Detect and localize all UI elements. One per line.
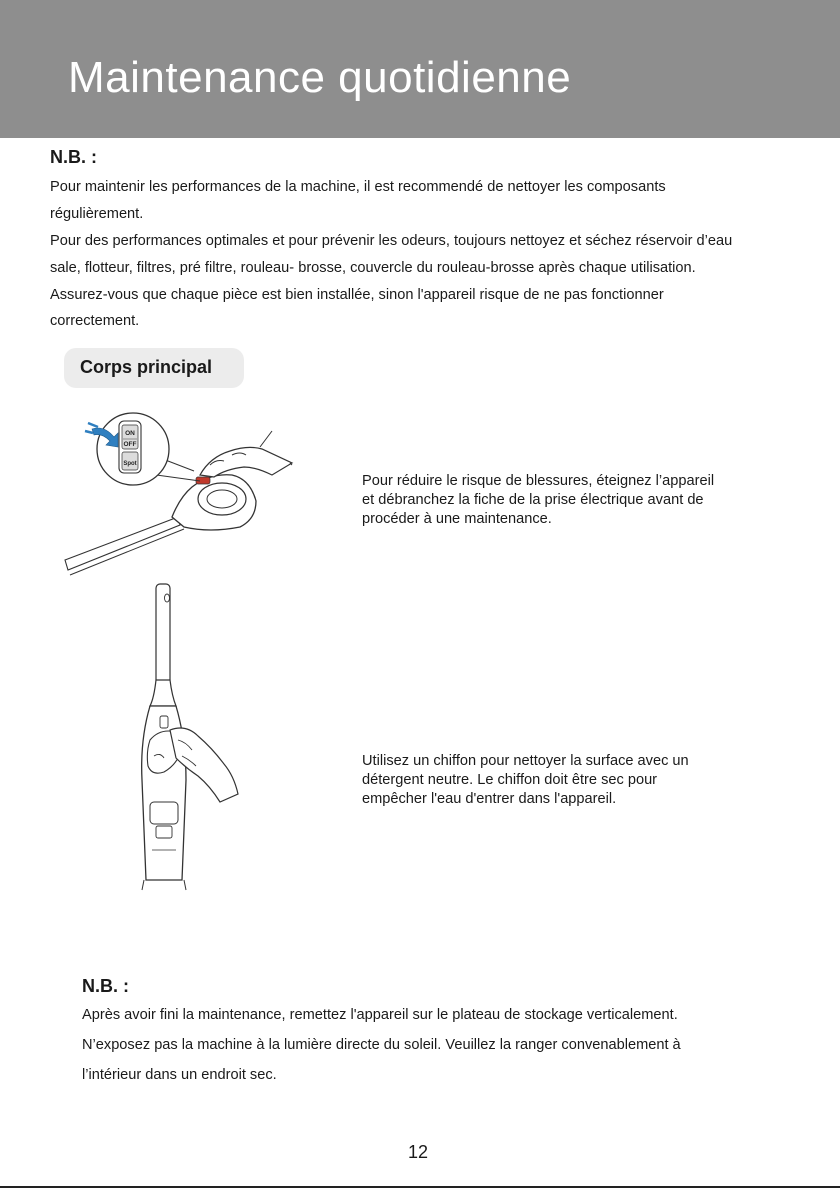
intro-line: Pour maintenir les performances de la machine, il est recommendé de nettoyer les composants [50,179,666,195]
intro-nb-heading: N.B. : [50,147,97,167]
step-2-line: Utilisez un chiffon pour nettoyer la surface avec un [362,753,689,769]
section-title: Corps principal [80,357,213,377]
intro-line: correctement. [50,313,140,329]
page-title: Maintenance quotidienne [68,53,572,102]
step-2-line: empêcher l'eau d'entrer dans l'appareil. [362,791,617,807]
outro-line: Après avoir fini la maintenance, remettez l'appareil sur le plateau de stockage verticalement. [82,1007,678,1023]
wipe-cleaning-illustration [120,580,250,892]
switch-label-spot: Spot [123,461,137,467]
step-1-line: Pour réduire le risque de blessures, éteignez l’appareil [362,473,715,489]
step-2-description [362,752,689,809]
step-2-line: détergent neutre. Le chiffon doit être sec pour [362,772,658,788]
step-1-description [362,472,714,529]
page-header [0,0,840,138]
page-number: 12 [408,1142,429,1162]
outro-line: N’exposez pas la machine à la lumière directe du soleil. Veuillez la ranger convenablement à [82,1037,681,1053]
section-label-pill [64,348,244,388]
outro-paragraph [82,1000,681,1090]
intro-line: Assurez-vous que chaque pièce est bien installée, sinon l'appareil risque de ne pas fonctionner [50,287,664,303]
outro-nb-heading: N.B. : [82,976,129,996]
outro-line: l’intérieur dans un endroit sec. [82,1067,277,1083]
switch-label-on: ON [125,430,135,437]
bottom-divider [0,1186,840,1188]
step-1-line: procéder à une maintenance. [362,511,552,527]
intro-line: régulièrement. [50,206,144,222]
intro-line: Pour des performances optimales et pour prévenir les odeurs, toujours nettoyez et séchez réservoir d’eau [50,233,733,249]
power-switch-illustration [60,405,310,585]
switch-label-off: OFF [123,441,137,448]
step-1-line: et débranchez la fiche de la prise électrique avant de [362,492,704,508]
intro-line: sale, flotteur, filtres, pré filtre, rouleau- brosse, couvercle du rouleau-brosse après chaque utilisation. [50,260,696,276]
intro-paragraph [50,174,732,334]
